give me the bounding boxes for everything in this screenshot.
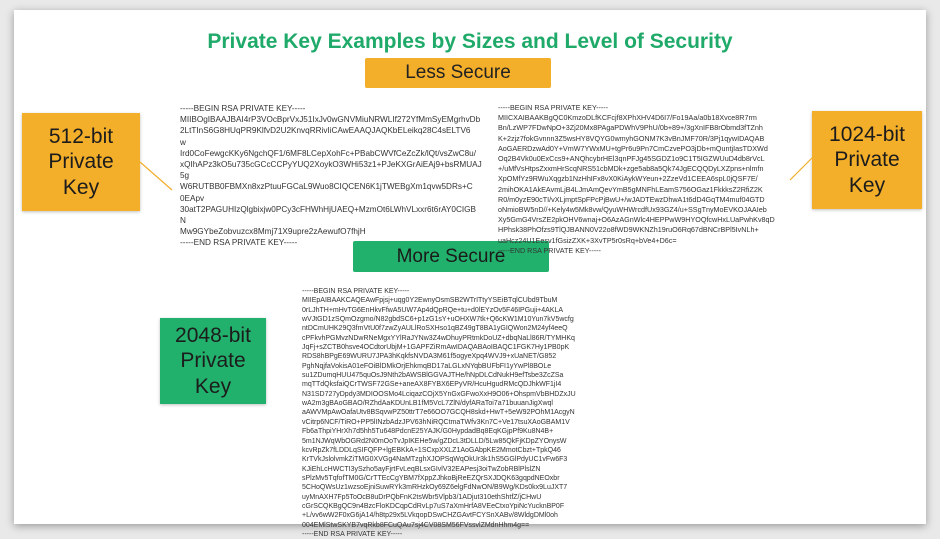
key-line: JqFj+sZCTB0hsve4OCdtorUbjM+1GAPFZiRmAwIDAQABAoIBAQC1FGK7Hy1PB0pK — [302, 344, 570, 352]
key-line: Fb6aThpiYHrXh7d5hh5Tu648PdcnE25YAJK/G0HypdadBq8EqKGjpPf9Ku8N4B+ — [302, 428, 554, 436]
key-line: Oq2B4Vk0u0ExCcs9+ANQhcybrHEl3qnPFJg45SGDZ1o9C1T5IGZWUuD4db8rVcL — [498, 154, 765, 164]
key-size-label-1024 — [812, 111, 922, 209]
key-line: vCitrp6NCF/TiRO+PP5lINzbAdzJPV63hNiRQCtmaTWfv3Kn7C+Ve17tsuXAoGBAM1V — [302, 418, 570, 426]
page-title: Private Key Examples by Sizes and Level of Security — [207, 30, 733, 53]
key-line: -----END RSA PRIVATE KEY----- — [302, 530, 403, 538]
key-size-label-1024-line1: 1024-bit — [829, 122, 905, 146]
key-line: HPhsk38PhOfzs9TlQJBANN0V22o8fWD9WKNZh19ruO6Rq67dBNCrBPl5IvNLh+ — [498, 225, 759, 235]
key-line: Bn/LzWP7FDwNpO+3Zj20Mx8PAgaPDWhV9PhU/0b+89+/3gXnIFB8rObmd3fTZnh — [498, 123, 763, 133]
key-size-label-2048-line3: Key — [194, 374, 232, 398]
key-line: MIIEpAIBAAKCAQEAwFpjsj+uqg0Y2EwnyOsmSB2WTrITtyYSEiBTqlCUbd9TbuM — [302, 297, 558, 305]
key-line: K+2zjz7fokGvnnn3Z5wsHY8VQYG0wmyhGONM7K3vBnJMF70R/3Pj1qywIDAQAB — [498, 133, 765, 143]
key-line: wVJtGD1zSQmOzgmo/N82gbdSC6+p1zG1sY+uOHXW7tk+Q6cKW1M10Yun7kV5wcfg — [302, 316, 574, 324]
key-line: mqTTdQksfaiQCrTWSF72GSe+aneAX8FYBX6EPyVR/HcuHgudRMcQDJhkWF1jI4 — [302, 381, 562, 389]
key-line: N31SD727yDpdy3MDIOOSMo4LciqazCOjX5YnGxGFwoXxH9O06+OhspmVbBHDZxJU — [302, 390, 576, 398]
key-line: -----END RSA PRIVATE KEY----- — [498, 245, 601, 255]
key-line: -----END RSA PRIVATE KEY----- — [180, 238, 298, 248]
less-secure-banner: Less Secure — [365, 58, 551, 88]
key-line: 2mihOKA1AkEAvmLjB4LJmAmQevYmB5gMNFhLEamS756OGaz1FkkksZ2RfiZ2K — [498, 184, 763, 194]
key-line: oNmioBW5nD//+Kely4w5Mk8vw/QyuWHWrcdfUx93GZ4/u+SSgTnyMoEVKOJAAIeb — [498, 205, 767, 215]
key-line: N — [180, 216, 186, 226]
key-size-label-512-line2: Private — [48, 150, 114, 174]
key-line: KJiEhLcHWCTI3ySzho5ayFjrtFvLeqBLsxGIvlV32EAPesj3oiTwZobRBlPlslZN — [302, 465, 541, 473]
key-size-label-1024-line2: Private — [834, 148, 900, 172]
key-line: -----BEGIN RSA PRIVATE KEY----- — [498, 103, 609, 112]
key-line: 30atT2PAGUHIzQlgbixjw0PCy3cFHWhHjUAEQ+MzmOt6LWhVLxxr6t6rAY0CIGB — [180, 204, 476, 214]
key-line: Ird0CoFewgcKKy6NgchQF1/6MF8LCepXohFc+PBabCWVfCeZcZk/lQt/vsZwC8u/ — [180, 148, 476, 158]
key-line: 0EApv — [180, 193, 205, 203]
key-line: RDS8hBPgE69WURU7JPA3hKqkfsNVDA3M61f5ogyeXpq4WVJ9+xUaNET/G852 — [302, 353, 557, 361]
private-key-1024 — [498, 103, 788, 253]
key-line: wA2m3gBAoGBAO/RZhdAaKDUnLB1fM5VcL7ZlN/dyfARaToi7a71buuanJigXwql — [302, 400, 553, 408]
key-line: Mw9GYbeZobvuzcx8Mmj71X9upre2zAewufO7fhjH — [180, 227, 366, 237]
key-line: XpOMfYz9RWuXqgzb1NzHhIFx8vX0KiAykWYeun+2ZzeVd1CEEA6spL0jQSF7E/ — [498, 174, 758, 184]
key-line: 5g — [180, 171, 190, 181]
key-size-label-512 — [22, 113, 140, 211]
key-line: 5m1NJWqWbOGRd2N0mOoTvJpIKEHe5w/gZDcL3tDLLD/5Lw85QkFjKDpZYOnysW — [302, 437, 567, 445]
key-size-label-512-line3: Key — [62, 175, 100, 199]
key-line: 5CHoQWsUz1wzsoEjniSuwRYk3mRHzkOy69Z6elgFdNwON/B9Wg/KDs0kx9LuJXT7 — [302, 484, 568, 492]
key-line: su1ZDumqHUU475quOsJ9Nth2bAWSBlGGVAJTHe/hNpDLCdNukH9efTsbe3ZcZSa — [302, 372, 564, 380]
key-line: kcvRpZk7fLDDLqSIFQFP+lgEBKkA+1SCxpXXLZ1AoGAbpKE2MmotCbzt+TpkQ46 — [302, 446, 561, 454]
key-line: +/uMfVsHtpsZxxmHrScqNRS51cbMDk+zge5ab8a5Qk74JgECQQDyLXZpns+nlmfn — [498, 164, 764, 174]
key-line: cPFkvhPGMvzNDwRNeMgxYYlRaJYNw3Z4wDhuyPRtmkDoUZ+dbqNaLl86R/TYMHKq — [302, 334, 575, 342]
key-line: uyMnAXH7Fp5ToOcB8uDrPQbFnK2tsWbr5Vlpb3/1ADjut310ethShtfZ/jCHwU — [302, 493, 542, 501]
private-key-2048 — [302, 287, 594, 538]
key-line: aAWVMpAwOafaUtv8BSqvwPZ50ttrT7e66OO7GCQH8skd+HwT+5eW92POhM1AcgyN — [302, 409, 575, 417]
key-line: ntDCmUHK29Q3fmVtU0f7zwZyAULlRoSXHso1qBZ49gT8BA1yGIQWon2M24yf4eeQ — [302, 325, 568, 333]
key-line: -----BEGIN RSA PRIVATE KEY----- — [180, 104, 306, 113]
key-size-label-2048 — [160, 318, 266, 404]
key-size-label-2048-line1: 2048-bit — [175, 323, 251, 347]
key-line: KrTVkJslolvmkZiTMG0XVGg4NaMTzghXJOPSqWqOkUr3k1hS5GGlPdyUC1vFw6F3 — [302, 456, 568, 464]
key-line: uaHcz24U1Eesv1fGsizZXK+3XvTP5r0sRq+bVe4+D6c= — [498, 235, 677, 245]
key-line: -----BEGIN RSA PRIVATE KEY----- — [302, 288, 410, 295]
key-line: Xy5GmG4VrsZE2pkOHV6wnaj+O6AzAGnWlc4HEPPwW9HYOQfcwHxLUaPwhKv8qD — [498, 215, 775, 225]
key-line: 2LtTInS6G8HUqPR9KlfvD2U2KnvqRRivIiCAwEAAQJAQKbELeikq28C4sELTV6 — [180, 126, 471, 136]
key-line: MIIBOgIBAAJBAI4rP3VOcBprVxJ51IxJv0wGNVMiuNRWLIf272YfMmSyEMgrhvDb — [180, 115, 481, 125]
more-secure-banner: More Secure — [353, 241, 549, 272]
key-line: 0rLJhTH+mHvTG6EnHkvFfwA5UW7Ap4dQpRQe+tu+d0lEYzOv5F46IPGuji+4AKLA — [302, 306, 564, 314]
key-line: W6RUTBB0FBMXn8xzPtuuFGCaL9Wuo8CIQCEN6K1jTWEBgXm1qvw5DRs+C — [180, 182, 473, 192]
key-line: xQIhAPz3kO5u735cGCcCCPyYUQ2XoykO3WHi53z1+PJeKXGrAiEAj9+bsRMUAJ — [180, 160, 482, 170]
key-line: MIICXAIBAAKBgQC0KmzoDLfKCFcjf8XPhXHV4D6I7/Fo19Aa/a0b18Xvce8R7rm — [498, 113, 757, 123]
key-line: 004EMlStwSKYB7vqRkb8FCuQAu7sj4CV08SM56FVssvlZMdnHhm4g== — [302, 521, 530, 529]
key-line: w — [180, 137, 186, 147]
key-size-label-512-line1: 512-bit — [48, 124, 114, 148]
key-line: +L/vv6wW2F0xG6jA14/h8tp29x5LVkqopDSwCHZGAvtFCYSnXABv/8WldgDMl0oh — [302, 512, 558, 520]
key-line: cGrSCQKBgQC9n4BzcFloKDCqpCdRvLp7uS7aXmHrfA8VEeCtxoYpiNcYucknBP0F — [302, 502, 565, 510]
key-size-label-2048-line2: Private — [180, 349, 246, 373]
key-line: AoGAERDzwAd0Y+VmW7YWxMU+tgPr6u9Pn7CmCzvePO3jDb+mQuntjIasTDXWd — [498, 143, 768, 153]
key-line: sPlzMv5TqfofTM0G/CrTTEcCgYBM7fXppZJhkoBjReEZQrSXJDQK63gqpdNEOxbr — [302, 474, 560, 482]
key-size-label-1024-line3: Key — [848, 173, 886, 197]
key-line: PghNqjfaVokisA01eFOiBlDMkOrjEhkmqBD17aLGLxNYqbBUFbFI1yYwPl8BOLe — [302, 362, 552, 370]
private-key-512 — [180, 103, 482, 248]
key-line: R0/m0yzE90cTI/vXLjmptSpFPcPjBwU+/wJADTEwzDhwA1t6dD4GqTM4muf04GTD — [498, 194, 765, 204]
